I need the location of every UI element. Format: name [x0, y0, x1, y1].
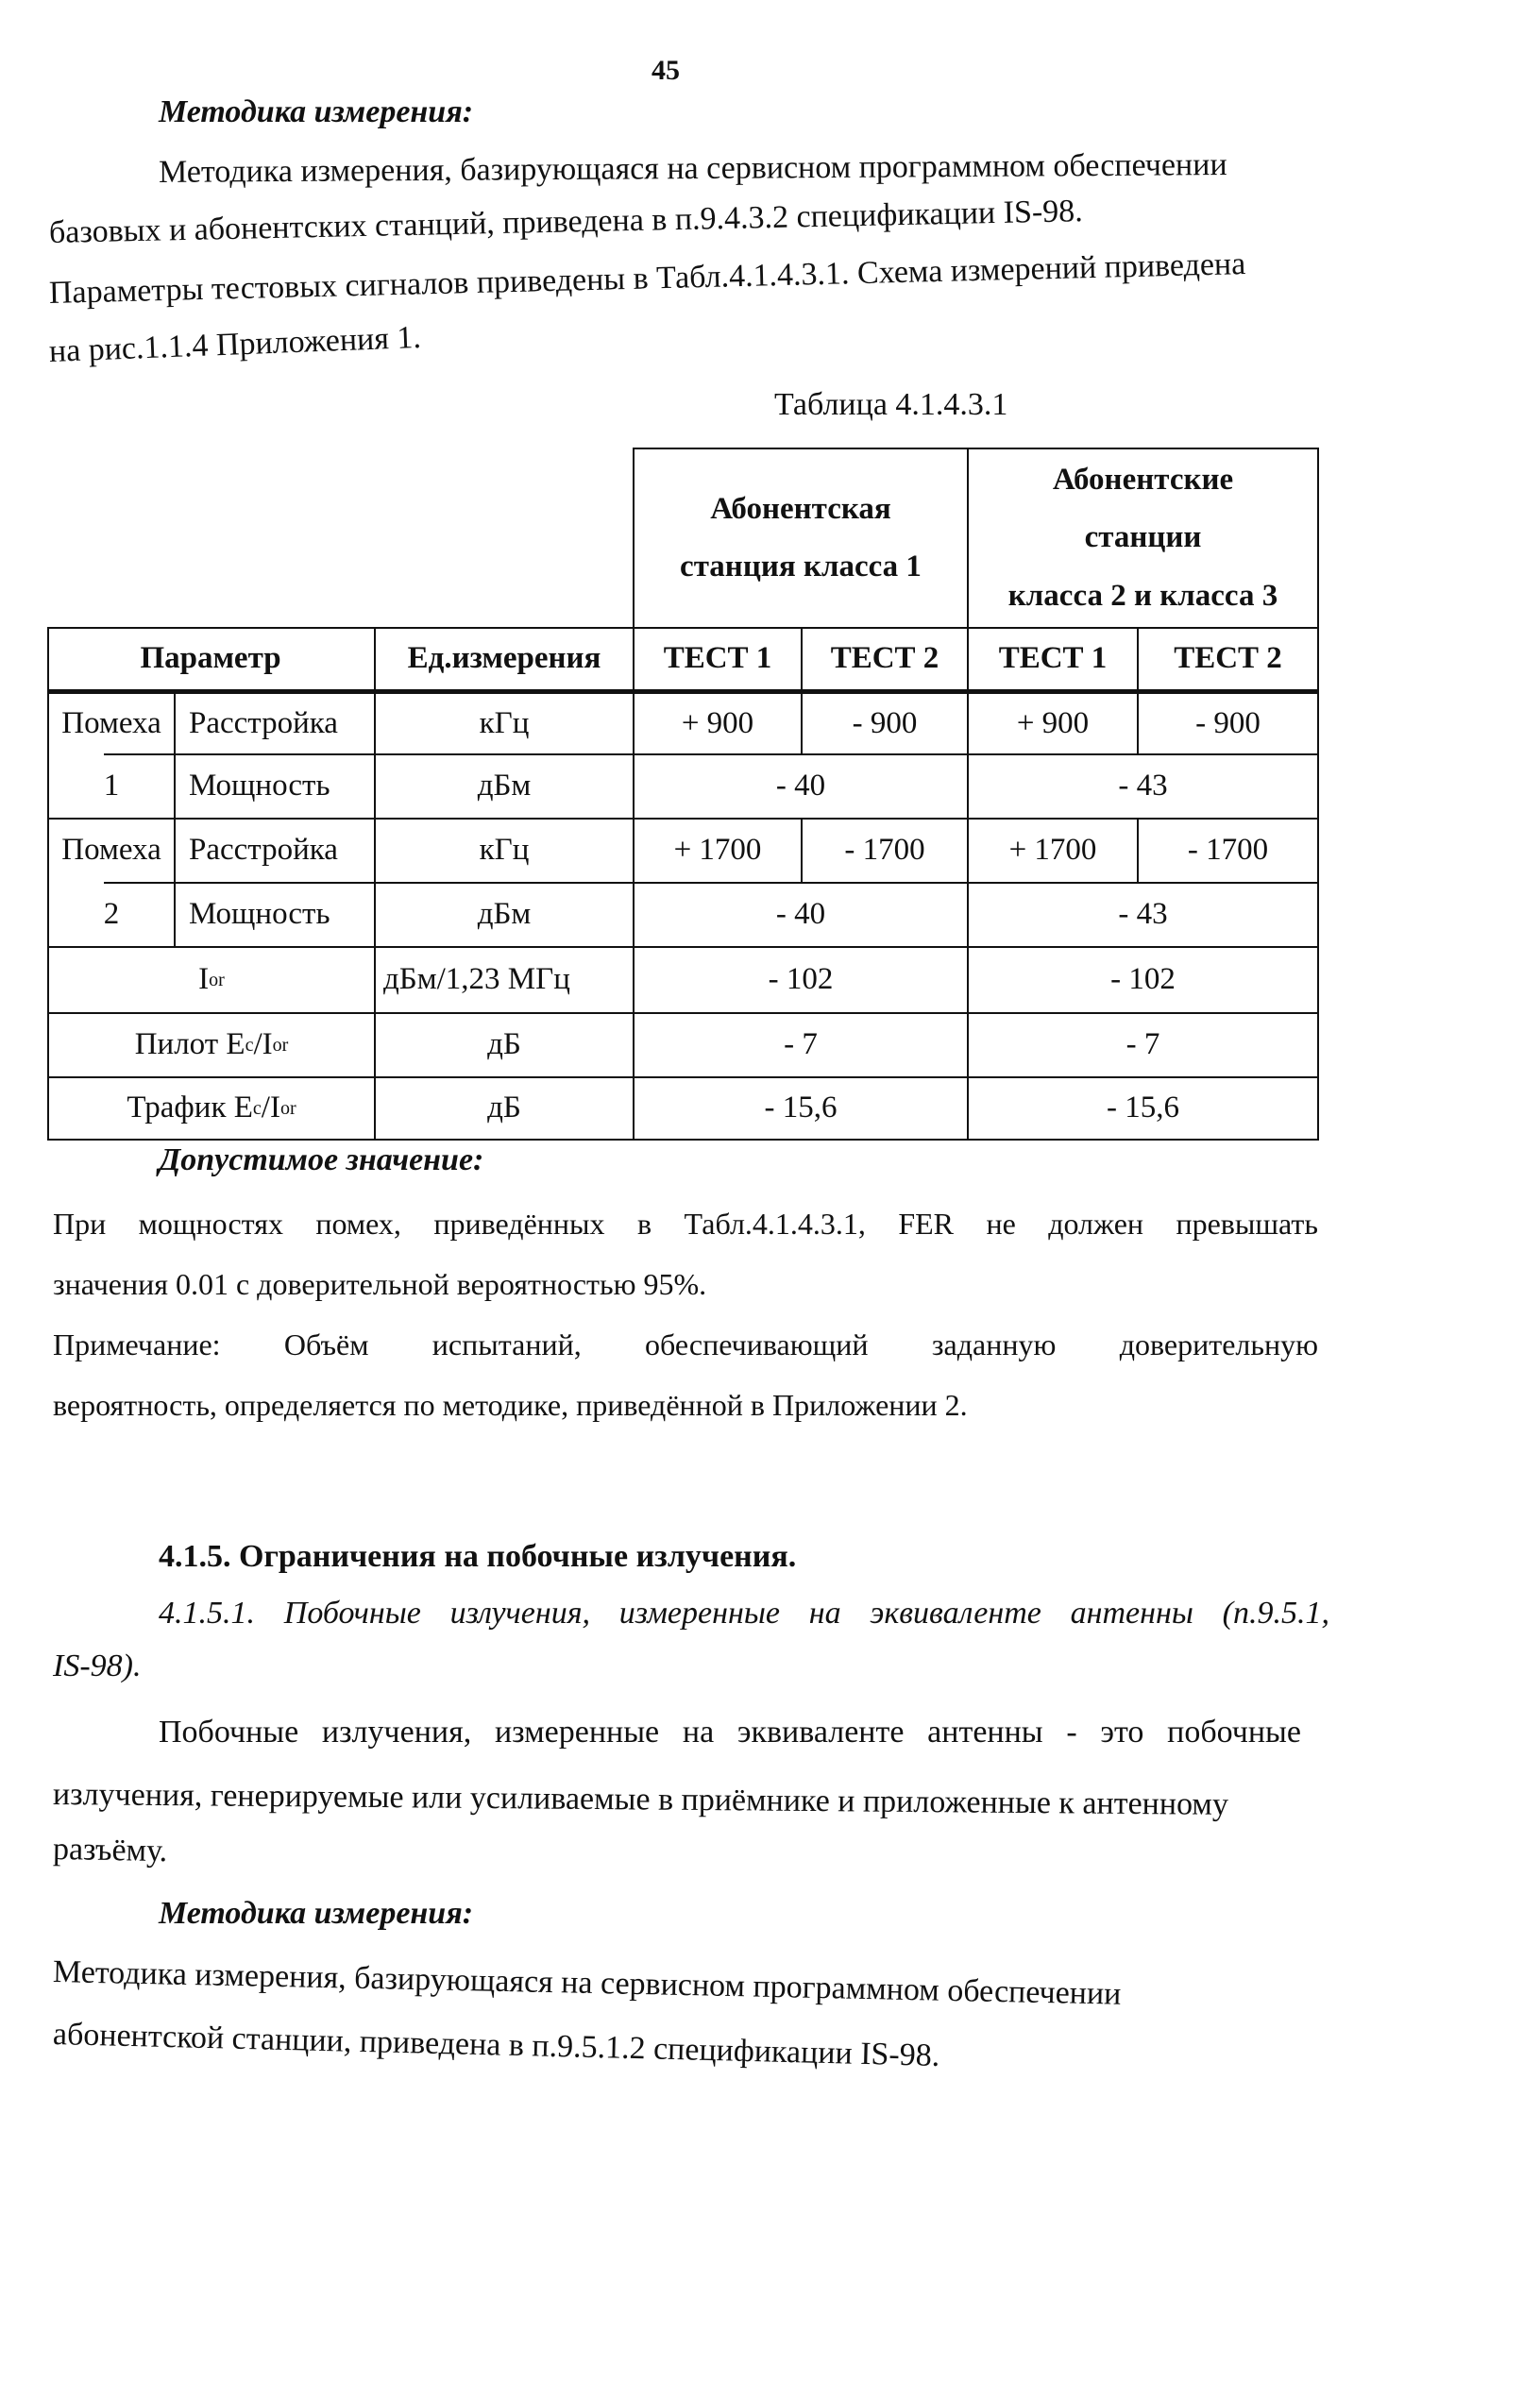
interference-label: Помеха — [61, 705, 161, 740]
value-cell: - 102 — [768, 962, 834, 997]
unit-cell: дБ — [487, 1091, 521, 1125]
intro-line: Параметры тестовых сигналов приведены в Табл.4.1.4.3.1. Схема измерений приведена — [48, 246, 1246, 311]
header-parameter: Параметр — [140, 641, 281, 676]
page-number: 45 — [652, 55, 680, 86]
value-cell: - 900 — [852, 705, 918, 740]
header-test2: ТЕСТ 2 — [830, 641, 939, 676]
row-label-power: Мощность — [189, 897, 330, 932]
unit-cell: дБ — [487, 1027, 521, 1062]
spurious-line: разъёму. — [52, 1832, 168, 1869]
value-cell: - 15,6 — [1107, 1091, 1179, 1125]
row-label-detune: Расстройка — [189, 833, 338, 868]
note-line: вероятность, определяется по методике, приведённой в Приложении 2. — [53, 1388, 968, 1422]
method-line: абонентской станции, приведена в п.9.5.1.2 спецификации IS-98. — [52, 2017, 940, 2073]
allowed-line: При мощностях помех, приведённых в Табл.4.1.4.3.1, FER не должен превышать — [53, 1207, 1318, 1241]
allowed-heading: Допустимое значение: — [159, 1142, 484, 1177]
row-label-ior: I or — [198, 962, 225, 997]
interference-number: 2 — [103, 897, 120, 932]
spurious-line: Побочные излучения, измеренные на эквиваленте антенны - это побочные — [159, 1715, 1301, 1750]
value-cell: - 43 — [1118, 769, 1168, 803]
section-title: 4.1.5. Ограничения на побочные излучения. — [159, 1539, 797, 1574]
header-test1: ТЕСТ 1 — [998, 641, 1108, 676]
group-header-class23: Абонентские станции класса 2 и класса 3 — [1007, 463, 1278, 613]
value-cell: - 40 — [775, 769, 826, 803]
subsection-title: IS-98). — [53, 1649, 142, 1683]
header-unit: Ед.измерения — [407, 641, 601, 676]
value-cell: - 7 — [784, 1027, 818, 1062]
row-label-power: Мощность — [189, 769, 330, 803]
value-cell: - 1700 — [844, 833, 925, 868]
value-cell: + 1700 — [673, 833, 762, 868]
header-test1: ТЕСТ 1 — [663, 641, 772, 676]
value-cell: + 900 — [681, 705, 754, 740]
value-cell: - 43 — [1118, 897, 1168, 932]
intro-line: на рис.1.1.4 Приложения 1. — [48, 319, 422, 369]
unit-cell: кГц — [479, 705, 530, 740]
method-heading: Методика измерения: — [159, 1896, 474, 1931]
allowed-line: значения 0.01 с доверительной вероятностью 95%. — [53, 1267, 707, 1301]
value-cell: + 900 — [1016, 705, 1090, 740]
unit-cell: дБм — [477, 897, 532, 932]
parameters-table — [47, 448, 1319, 1141]
value-cell: - 102 — [1110, 962, 1176, 997]
unit-cell: кГц — [479, 833, 530, 868]
table-caption: Таблица 4.1.4.3.1 — [774, 387, 1008, 422]
value-cell: + 1700 — [1008, 833, 1097, 868]
row-label-pilot: Пилот E c /I or — [134, 1027, 289, 1062]
interference-number: 1 — [103, 769, 120, 803]
intro-line: Методика измерения, базирующаяся на сервисном программном обеспечении — [158, 147, 1227, 190]
method-line: Методика измерения, базирующаяся на сервисном программном обеспечении — [52, 1954, 1122, 2012]
header-test2: ТЕСТ 2 — [1174, 641, 1282, 676]
group-header-class1: Абонентская станция класса 1 — [680, 491, 922, 583]
row-label-traffic: Трафик E c /I or — [127, 1091, 296, 1125]
interference-label: Помеха — [61, 833, 161, 868]
value-cell: - 7 — [1125, 1027, 1160, 1062]
row-label-detune: Расстройка — [189, 705, 338, 740]
intro-line: базовых и абонентских станций, приведена в п.9.4.3.2 спецификации IS-98. — [48, 194, 1084, 250]
value-cell: - 900 — [1195, 705, 1261, 740]
note-line: Примечание: Объём испытаний, обеспечивающий заданную доверительную — [53, 1327, 1318, 1361]
method-heading: Методика измерения: — [159, 94, 474, 129]
spurious-line: излучения, генерируемые или усиливаемые в приёмнике и приложенные к антенному — [52, 1777, 1229, 1822]
unit-cell: дБм — [477, 769, 532, 803]
value-cell: - 40 — [775, 897, 826, 932]
value-cell: - 15,6 — [764, 1091, 838, 1125]
subsection-title: 4.1.5.1. Побочные излучения, измеренные на эквиваленте антенны (п.9.5.1, — [159, 1596, 1329, 1631]
unit-cell: дБм/1,23 МГц — [383, 962, 570, 997]
value-cell: - 1700 — [1187, 833, 1269, 868]
